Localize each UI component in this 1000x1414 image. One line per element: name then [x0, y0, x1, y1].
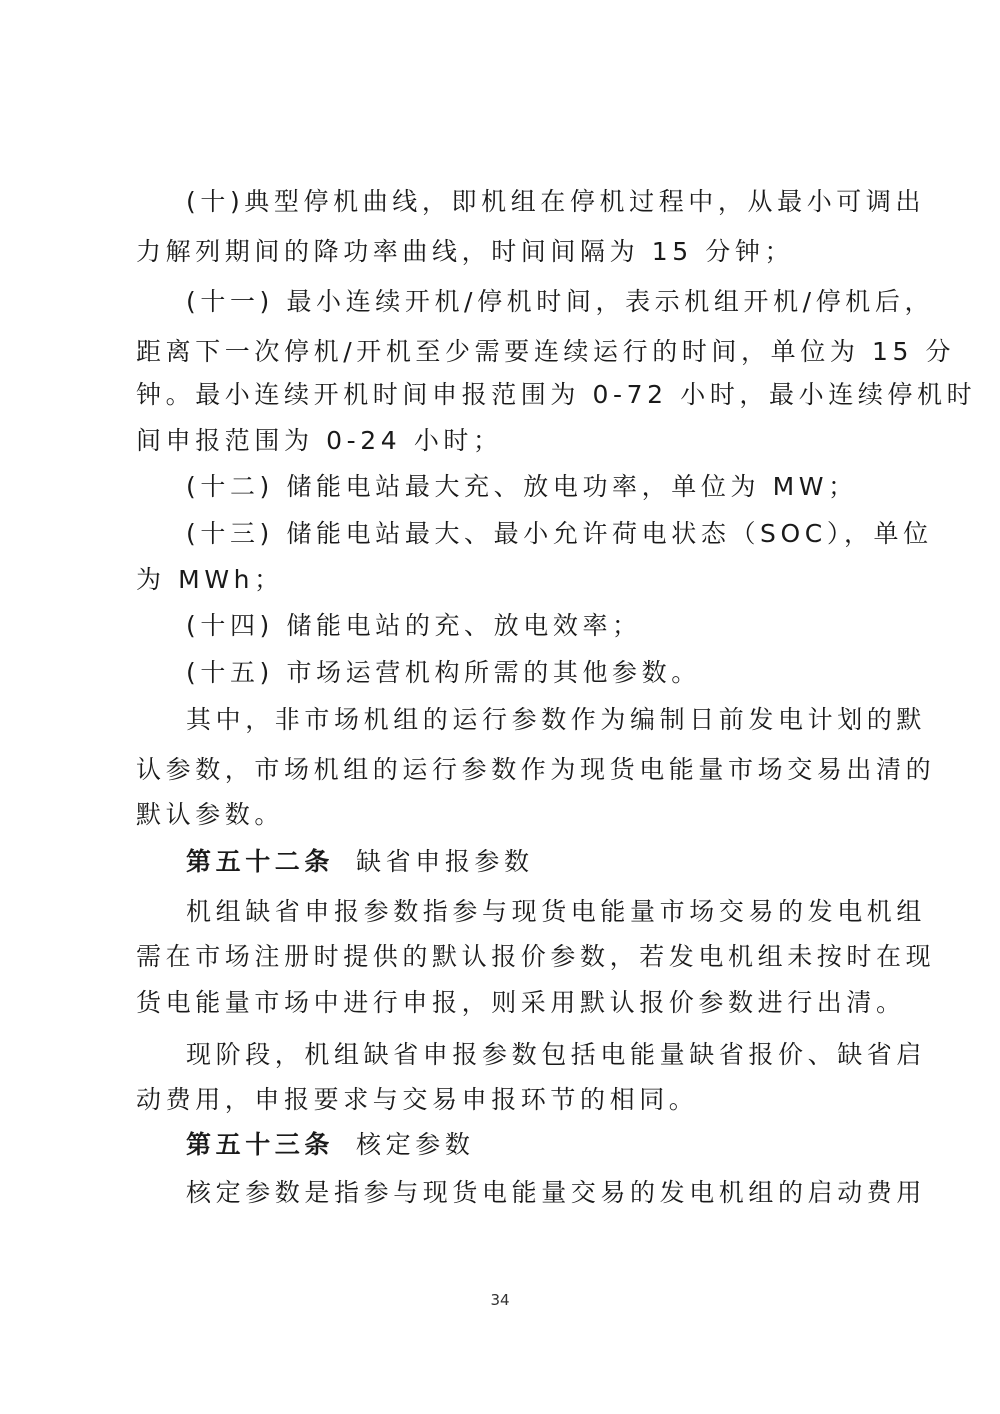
paragraph-line: 钟。最小连续开机时间申报范围为 0-72 小时，最小连续停机时	[136, 380, 977, 409]
article-heading	[186, 1130, 474, 1160]
paragraph-line: (十四) 储能电站的充、放电效率；	[186, 611, 642, 640]
article-number: 第五十二条	[186, 847, 335, 876]
paragraph-line: 货电能量市场中进行申报，则采用默认报价参数进行出清。	[136, 988, 906, 1017]
paragraph-line: 现阶段，机组缺省申报参数包括电能量缺省报价、缺省启	[186, 1040, 927, 1069]
article-title: 核定参数	[356, 1130, 475, 1159]
paragraph-line: (十)典型停机曲线，即机组在停机过程中，从最小可调出	[186, 187, 926, 216]
paragraph-line: 默认参数。	[136, 800, 285, 829]
page-number: 34	[490, 1291, 510, 1309]
article-heading	[186, 847, 534, 877]
paragraph-line: (十一) 最小连续开机/停机时间，表示机组开机/停机后，	[186, 287, 935, 316]
paragraph-line: 为 MWh；	[136, 565, 284, 594]
paragraph-line: (十五) 市场运营机构所需的其他参数。	[186, 658, 701, 687]
paragraph-line: (十三) 储能电站最大、最小允许荷电状态（SOC），单位	[186, 519, 933, 548]
paragraph-line: 动费用，申报要求与交易申报环节的相同。	[136, 1085, 699, 1114]
paragraph-line: 认参数，市场机组的运行参数作为现货电能量市场交易出清的	[136, 755, 936, 784]
paragraph-line: 需在市场注册时提供的默认报价参数，若发电机组未按时在现	[136, 942, 936, 971]
paragraph-line: 其中，非市场机组的运行参数作为编制日前发电计划的默	[186, 705, 927, 734]
article-title: 缺省申报参数	[356, 847, 534, 876]
article-number: 第五十三条	[186, 1130, 335, 1159]
paragraph-line: 核定参数是指参与现货电能量交易的发电机组的启动费用	[186, 1178, 927, 1207]
paragraph-line: 距离下一次停机/开机至少需要连续运行的时间，单位为 15 分	[136, 337, 956, 366]
paragraph-line: 力解列期间的降功率曲线，时间间隔为 15 分钟；	[136, 237, 795, 266]
paragraph-line: 间申报范围为 0-24 小时；	[136, 426, 503, 455]
paragraph-line: 机组缺省申报参数指参与现货电能量市场交易的发电机组	[186, 897, 927, 926]
paragraph-line: (十二) 储能电站最大充、放电功率，单位为 MW；	[186, 472, 858, 501]
